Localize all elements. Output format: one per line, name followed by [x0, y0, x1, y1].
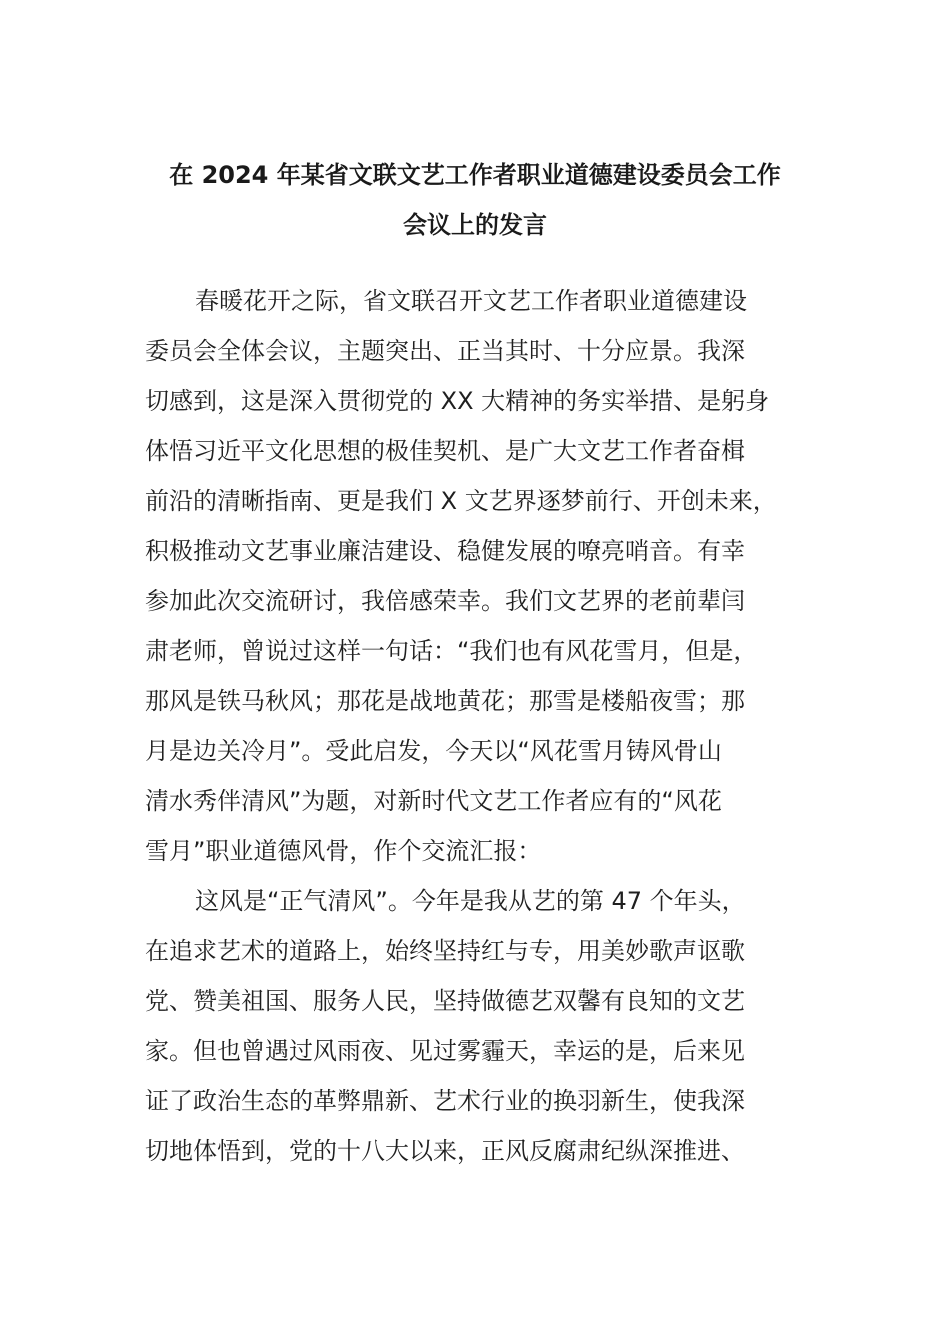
paragraph-line: 参加此次交流研讨，我倍感荣幸。我们文艺界的老前辈闫 [145, 587, 745, 615]
paragraph-line: 在追求艺术的道路上，始终坚持红与专，用美妙歌声讴歌 [145, 937, 745, 965]
paragraph-line: 雪月”职业道德风骨，作个交流汇报： [145, 837, 542, 865]
title-line-2: 会议上的发言 [403, 211, 547, 239]
paragraph-line: 切地体悟到，党的十八大以来，正风反腐肃纪纵深推进、 [145, 1137, 745, 1165]
title-line-1: 在 2024 年某省文联文艺工作者职业道德建设委员会工作 [169, 161, 781, 189]
paragraph-line: 那风是铁马秋风；那花是战地黄花；那雪是楼船夜雪；那 [145, 687, 745, 715]
document-title [140, 150, 810, 250]
paragraph-line: 证了政治生态的革弊鼎新、艺术行业的换羽新生，使我深 [145, 1087, 745, 1115]
paragraph-line: 清水秀伴清风”为题，对新时代文艺工作者应有的“风花 [145, 787, 722, 815]
paragraph-line: 党、赞美祖国、服务人民，坚持做德艺双馨有良知的文艺 [145, 987, 745, 1015]
paragraph-1 [145, 276, 810, 876]
paragraph-line: 前沿的清晰指南、更是我们 X 文艺界逐梦前行、开创未来， [145, 487, 777, 515]
paragraph-line: 月是边关冷月”。受此启发，今天以“风花雪月铸风骨山 [145, 737, 722, 765]
paragraph-line: 积极推动文艺事业廉洁建设、稳健发展的嘹亮哨音。有幸 [145, 537, 745, 565]
paragraph-line: 肃老师，曾说过这样一句话：“我们也有风花雪月，但是， [145, 637, 758, 665]
paragraph-line: 春暖花开之际，省文联召开文艺工作者职业道德建设 [195, 287, 747, 315]
document-body [145, 276, 810, 1176]
paragraph-line: 委员会全体会议，主题突出、正当其时、十分应景。我深 [145, 337, 745, 365]
paragraph-line: 家。但也曾遇过风雨夜、见过雾霾天，幸运的是，后来见 [145, 1037, 745, 1065]
paragraph-line: 这风是“正气清风”。今年是我从艺的第 47 个年头， [195, 887, 746, 915]
paragraph-line: 体悟习近平文化思想的极佳契机、是广大文艺工作者奋楫 [145, 437, 745, 465]
paragraph-2 [145, 876, 810, 1176]
paragraph-line: 切感到，这是深入贯彻党的 XX 大精神的务实举措、是躬身 [145, 387, 770, 415]
